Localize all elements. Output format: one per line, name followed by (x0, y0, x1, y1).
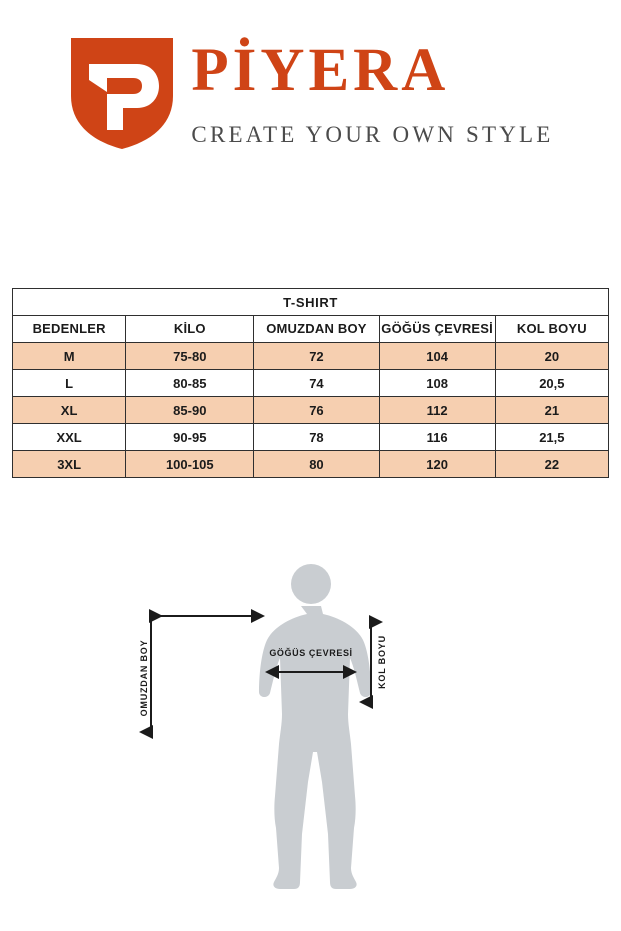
cell-shoulder-length: 72 (254, 343, 379, 370)
label-shoulder-length: OMUZDAN BOY (138, 639, 149, 717)
brand-header (0, 0, 621, 152)
table-title: T-SHIRT (13, 289, 609, 316)
cell-size: M (13, 343, 126, 370)
cell-weight: 75-80 (126, 343, 254, 370)
shoulder-length-measure (139, 616, 253, 732)
table-row (13, 397, 609, 424)
cell-chest: 104 (379, 343, 495, 370)
cell-weight: 80-85 (126, 370, 254, 397)
cell-size: L (13, 370, 126, 397)
cell-sleeve: 21,5 (495, 424, 608, 451)
cell-sleeve: 22 (495, 451, 608, 478)
cell-sleeve: 20 (495, 343, 608, 370)
table-row (13, 451, 609, 478)
cell-sleeve: 20,5 (495, 370, 608, 397)
cell-size: XXL (13, 424, 126, 451)
table-row (13, 370, 609, 397)
column-header-weight: KİLO (126, 316, 254, 343)
label-sleeve: KOL BOYU (376, 635, 387, 689)
table-row (13, 343, 609, 370)
cell-weight: 100-105 (126, 451, 254, 478)
cell-shoulder-length: 80 (254, 451, 379, 478)
cell-size: XL (13, 397, 126, 424)
sleeve-length-measure (371, 622, 387, 702)
male-body-silhouette-icon (259, 564, 371, 889)
cell-weight: 90-95 (126, 424, 254, 451)
table-header-row (13, 316, 609, 343)
brand-tagline: CREATE YOUR OWN STYLE (191, 121, 554, 147)
size-chart-table (12, 288, 609, 478)
column-header-sizes: BEDENLER (13, 316, 126, 343)
cell-size: 3XL (13, 451, 126, 478)
cell-shoulder-length: 76 (254, 397, 379, 424)
column-header-chest: GÖĞÜS ÇEVRESİ (379, 316, 495, 343)
brand-text-block (191, 34, 553, 148)
piyera-shield-logo-icon (67, 34, 177, 152)
cell-weight: 85-90 (126, 397, 254, 424)
cell-chest: 116 (379, 424, 495, 451)
column-header-shoulder-length: OMUZDAN BOY (254, 316, 379, 343)
table-title-row (13, 289, 609, 316)
cell-chest: 120 (379, 451, 495, 478)
cell-chest: 112 (379, 397, 495, 424)
logo-lockup (67, 34, 553, 152)
cell-shoulder-length: 74 (254, 370, 379, 397)
label-chest: GÖĞÜS ÇEVRESİ (268, 648, 353, 658)
size-chart-container (12, 288, 609, 478)
cell-chest: 108 (379, 370, 495, 397)
brand-name: PİYERA (191, 37, 450, 104)
column-header-sleeve: KOL BOYU (495, 316, 608, 343)
measurement-diagram (0, 560, 621, 920)
cell-sleeve: 21 (495, 397, 608, 424)
table-row (13, 424, 609, 451)
cell-shoulder-length: 78 (254, 424, 379, 451)
